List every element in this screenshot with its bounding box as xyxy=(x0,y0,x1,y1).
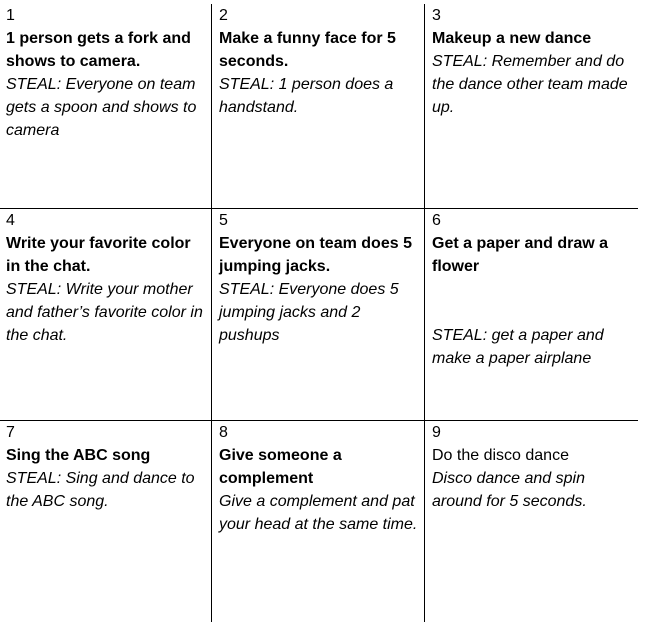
cell-number: 1 xyxy=(6,7,15,24)
cell-task: 1 person gets a fork and shows to camera. xyxy=(6,30,191,70)
cell-task: Everyone on team does 5 jumping jacks. xyxy=(219,235,412,275)
cell-task: Sing the ABC song xyxy=(6,447,151,464)
cell-number: 6 xyxy=(432,212,441,229)
cell-steal: STEAL: Sing and dance to the ABC song. xyxy=(6,470,195,510)
cell-steal: Disco dance and spin around for 5 seconds. xyxy=(432,470,587,510)
grid-cell-5 xyxy=(213,209,424,347)
cell-number: 7 xyxy=(6,424,15,441)
grid-cell-9 xyxy=(426,421,638,513)
grid-cell-8 xyxy=(213,421,424,536)
cell-steal: STEAL: Everyone on team gets a spoon and shows to camera xyxy=(6,76,197,139)
grid-cell-4 xyxy=(0,209,211,347)
cell-steal: Give a complement and pat your head at the same time. xyxy=(219,493,418,533)
cell-task: Give someone a complement xyxy=(219,447,342,487)
cell-steal: STEAL: Write your mother and father’s favorite color in the chat. xyxy=(6,281,203,344)
cell-steal: STEAL: Remember and do the dance other team made up. xyxy=(432,53,628,116)
cell-steal: STEAL: Everyone does 5 jumping jacks and 2 pushups xyxy=(219,281,399,344)
column-divider xyxy=(424,4,425,622)
cell-task: Make a funny face for 5 seconds. xyxy=(219,30,396,70)
cell-number: 3 xyxy=(432,7,441,24)
grid-cell-1 xyxy=(0,4,211,142)
cell-number: 5 xyxy=(219,212,228,229)
cell-number: 4 xyxy=(6,212,15,229)
cell-steal: STEAL: 1 person does a handstand. xyxy=(219,76,394,116)
grid-cell-7 xyxy=(0,421,211,513)
cell-number: 8 xyxy=(219,424,228,441)
grid-cell-2 xyxy=(213,4,424,119)
column-divider xyxy=(211,4,212,622)
grid-cell-6 xyxy=(426,209,638,370)
cell-task: Write your favorite color in the chat. xyxy=(6,235,191,275)
cell-steal: STEAL: get a paper and make a paper airplane xyxy=(432,327,604,367)
cell-number: 2 xyxy=(219,7,228,24)
cell-task: Do the disco dance xyxy=(432,447,569,464)
cell-task: Get a paper and draw a flower xyxy=(432,235,609,275)
cell-number: 9 xyxy=(432,424,441,441)
challenge-grid xyxy=(0,4,638,622)
grid-cell-3 xyxy=(426,4,638,119)
cell-task: Makeup a new dance xyxy=(432,30,592,47)
